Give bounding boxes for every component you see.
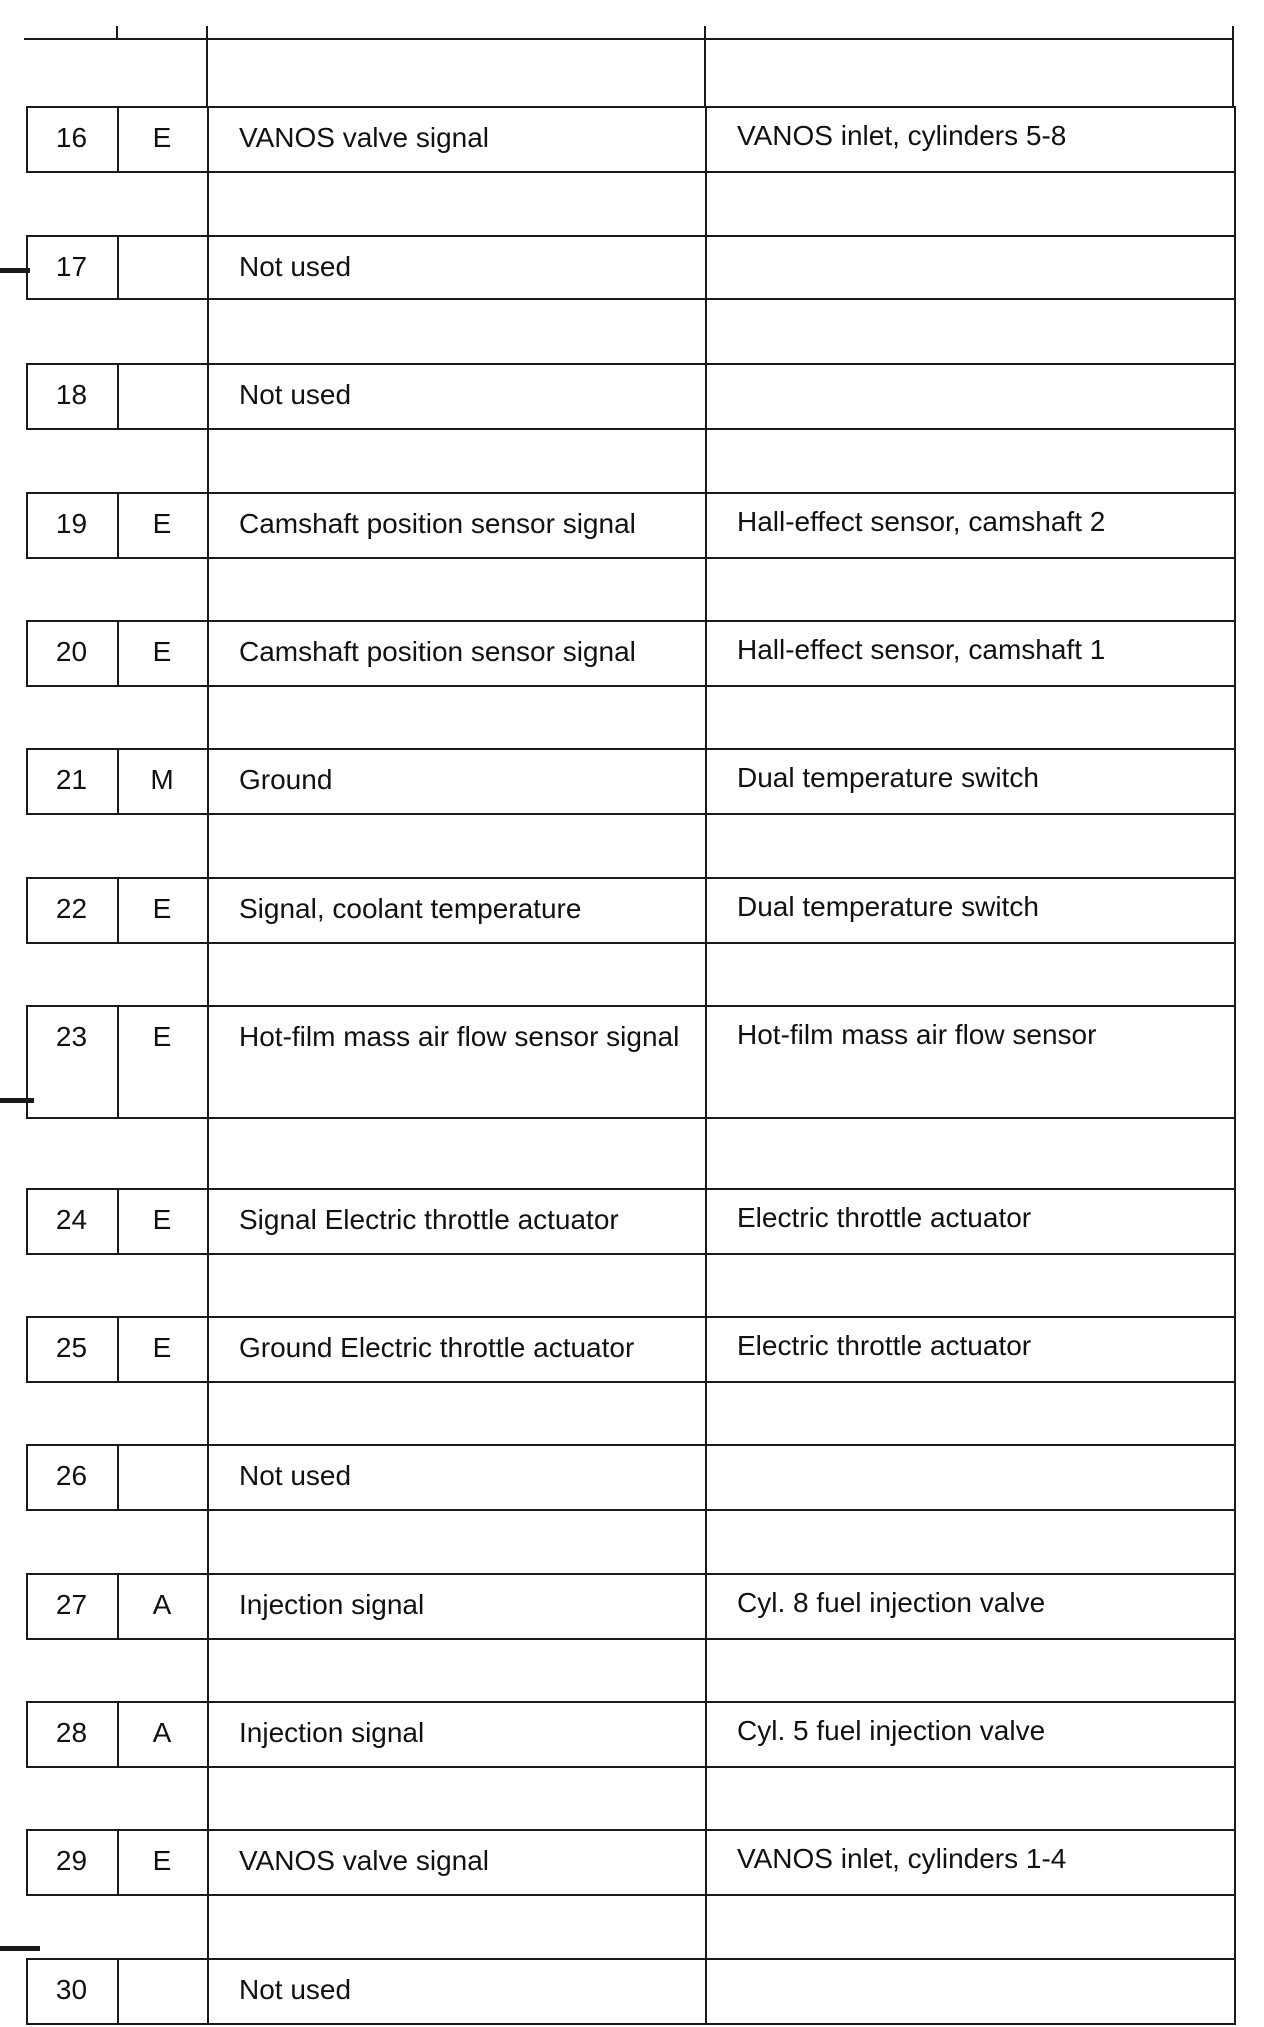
row-column-divider [705, 877, 707, 944]
pin-connection-cell: Cyl. 5 fuel injection valve [737, 1715, 1046, 1746]
pin-number-cell: 26 [55, 1460, 88, 1491]
pin-connection-cell: Hall-effect sensor, camshaft 1 [737, 634, 1106, 665]
pin-connection-cell: Hot-film mass air flow sensor [737, 1019, 1097, 1050]
pin-description-cell: Not used [239, 379, 352, 410]
row-column-divider [1234, 1316, 1236, 1383]
spacer-column-divider [207, 685, 209, 748]
spacer-column-divider [705, 171, 707, 235]
pin-type-cell: E [152, 508, 172, 539]
pin-type-cell: M [150, 764, 174, 795]
pin-type-cell: E [152, 1332, 172, 1363]
spacer-column-divider [207, 942, 209, 1005]
pin-type-cell: E [152, 1204, 172, 1235]
row-column-divider [705, 492, 707, 559]
row-column-divider [1234, 1573, 1236, 1640]
pin-number-cell: 16 [55, 122, 88, 153]
row-column-divider [1234, 748, 1236, 815]
row-column-divider [207, 1573, 209, 1640]
spacer-column-divider [705, 1509, 707, 1573]
pin-description-cell: Camshaft position sensor signal [239, 636, 636, 667]
spacer-column-divider [705, 685, 707, 748]
pin-number-cell: 19 [55, 508, 88, 539]
spacer-right-border [1234, 1381, 1236, 1444]
pin-connection-cell: Dual temperature switch [737, 891, 1039, 922]
row-column-divider [705, 1829, 707, 1896]
pin-connection-cell: Dual temperature switch [737, 762, 1039, 793]
row-column-divider [207, 1188, 209, 1255]
spacer-column-divider [207, 1894, 209, 1958]
row-column-divider [207, 1316, 209, 1383]
row-column-divider [207, 620, 209, 687]
spacer-right-border [1234, 685, 1236, 748]
spacer-column-divider [705, 298, 707, 363]
row-column-divider [207, 492, 209, 559]
description-column-divider [206, 26, 208, 106]
row-column-divider [207, 1701, 209, 1768]
pin-number-cell: 20 [55, 636, 88, 667]
row-column-divider [207, 106, 209, 173]
row-column-divider [1234, 877, 1236, 944]
pin-description-cell: Signal, coolant temperature [239, 893, 582, 924]
row-column-divider [1234, 1701, 1236, 1768]
spacer-column-divider [705, 557, 707, 620]
pin-connection-cell: Cyl. 8 fuel injection valve [737, 1587, 1046, 1618]
row-column-divider [705, 1444, 707, 1511]
pin-connection-cell [737, 237, 1224, 300]
spacer-right-border [1234, 1509, 1236, 1573]
row-column-divider [705, 748, 707, 815]
spacer-column-divider [207, 428, 209, 492]
pin-description-cell: VANOS valve signal [239, 1845, 490, 1876]
pin-number-cell: 30 [55, 1974, 88, 2005]
pin-number-cell: 21 [55, 764, 88, 795]
spacer-right-border [1234, 942, 1236, 1005]
row-column-divider [705, 363, 707, 430]
row-column-divider [1234, 363, 1236, 430]
spacer-column-divider [207, 557, 209, 620]
pin-number-cell: 23 [55, 1021, 88, 1052]
spacer-right-border [1234, 171, 1236, 235]
row-column-divider [207, 748, 209, 815]
right-border [1232, 26, 1234, 106]
row-column-divider [1234, 1005, 1236, 1119]
row-column-divider [207, 1444, 209, 1511]
pin-number-cell: 29 [55, 1845, 88, 1876]
row-column-divider [1234, 1444, 1236, 1511]
spacer-column-divider [207, 1509, 209, 1573]
spacer-column-divider [207, 171, 209, 235]
row-column-divider [1234, 235, 1236, 300]
spacer-right-border [1234, 1638, 1236, 1701]
pin-description-cell: Ground [239, 764, 333, 795]
spacer-column-divider [705, 942, 707, 1005]
pin-description-cell: Not used [239, 1974, 352, 2005]
spacer-column-divider [705, 1381, 707, 1444]
spacer-column-divider [705, 813, 707, 877]
pin-description-cell: Not used [239, 1460, 352, 1491]
pin-number-cell: 17 [55, 251, 88, 282]
pin-connection-cell: Electric throttle actuator [737, 1202, 1032, 1233]
spacer-column-divider [705, 1117, 707, 1188]
spacer-column-divider [705, 428, 707, 492]
pin-type-cell [117, 1962, 207, 2027]
row-column-divider [207, 1958, 209, 2025]
pin-type-cell: A [152, 1717, 172, 1748]
spacer-column-divider [207, 1253, 209, 1316]
spacer-right-border [1234, 1766, 1236, 1829]
pin-type-cell: E [152, 122, 172, 153]
spacer-right-border [1234, 813, 1236, 877]
pin-column-stub [116, 26, 118, 40]
row-column-divider [705, 235, 707, 300]
row-column-divider [1234, 1188, 1236, 1255]
row-column-divider [207, 877, 209, 944]
pin-number-cell: 27 [55, 1589, 88, 1620]
pin-type-cell: E [152, 636, 172, 667]
row-column-divider [207, 1005, 209, 1119]
row-column-divider [1234, 620, 1236, 687]
row-column-divider [705, 106, 707, 173]
spacer-column-divider [207, 1766, 209, 1829]
pin-type-cell [117, 1448, 207, 1513]
row-column-divider [1234, 1958, 1236, 2025]
row-column-divider [705, 1316, 707, 1383]
pin-description-cell: Injection signal [239, 1717, 425, 1748]
spacer-right-border [1234, 1253, 1236, 1316]
spacer-right-border [1234, 428, 1236, 492]
row-column-divider [705, 620, 707, 687]
pin-type-cell [117, 239, 207, 302]
pin-description-cell: Ground Electric throttle actuator [239, 1332, 635, 1363]
pin-type-cell: E [152, 893, 172, 924]
row-column-divider [1234, 1829, 1236, 1896]
spacer-column-divider [207, 813, 209, 877]
pin-connection-cell [737, 1960, 1224, 2025]
spacer-column-divider [705, 1766, 707, 1829]
row-column-divider [705, 1005, 707, 1119]
row-column-divider [207, 235, 209, 300]
row-column-divider [1234, 492, 1236, 559]
row-column-divider [207, 363, 209, 430]
row-column-divider [1234, 106, 1236, 173]
pin-number-cell: 18 [55, 379, 88, 410]
pin-number-cell: 25 [55, 1332, 88, 1363]
row-column-divider [705, 1701, 707, 1768]
pin-description-cell: Injection signal [239, 1589, 425, 1620]
pin-connection-cell: Hall-effect sensor, camshaft 2 [737, 506, 1106, 537]
spacer-right-border [1234, 1117, 1236, 1188]
pin-description-cell: Hot-film mass air flow sensor signal [239, 1021, 680, 1052]
pin-description-cell: Signal Electric throttle actuator [239, 1204, 619, 1235]
spacer-column-divider [705, 1894, 707, 1958]
pin-connection-cell: VANOS inlet, cylinders 5-8 [737, 120, 1067, 151]
row-column-divider [207, 1829, 209, 1896]
row-column-divider [705, 1188, 707, 1255]
pin-connection-cell [737, 365, 1224, 430]
connection-column-divider [704, 26, 706, 106]
pin-type-cell [117, 367, 207, 432]
pin-number-cell: 24 [55, 1204, 88, 1235]
pin-connection-cell [737, 1446, 1224, 1511]
pin-type-cell: E [152, 1021, 172, 1052]
pin-description-cell: VANOS valve signal [239, 122, 490, 153]
spacer-right-border [1234, 557, 1236, 620]
pin-connection-cell: Electric throttle actuator [737, 1330, 1032, 1361]
pin-connection-cell: VANOS inlet, cylinders 1-4 [737, 1843, 1067, 1874]
pin-number-cell: 28 [55, 1717, 88, 1748]
pin-type-cell: E [152, 1845, 172, 1876]
pin-number-cell: 22 [55, 893, 88, 924]
row-column-divider [705, 1573, 707, 1640]
spacer-column-divider [207, 1638, 209, 1701]
pin-description-cell: Camshaft position sensor signal [239, 508, 636, 539]
pin-type-cell: A [152, 1589, 172, 1620]
spacer-right-border [1234, 1894, 1236, 1958]
spacer-column-divider [705, 1253, 707, 1316]
spacer-column-divider [207, 1117, 209, 1188]
spacer-column-divider [207, 1381, 209, 1444]
spacer-column-divider [207, 298, 209, 363]
spacer-right-border [1234, 298, 1236, 363]
spacer-column-divider [705, 1638, 707, 1701]
pin-description-cell: Not used [239, 251, 352, 282]
row-column-divider [705, 1958, 707, 2025]
